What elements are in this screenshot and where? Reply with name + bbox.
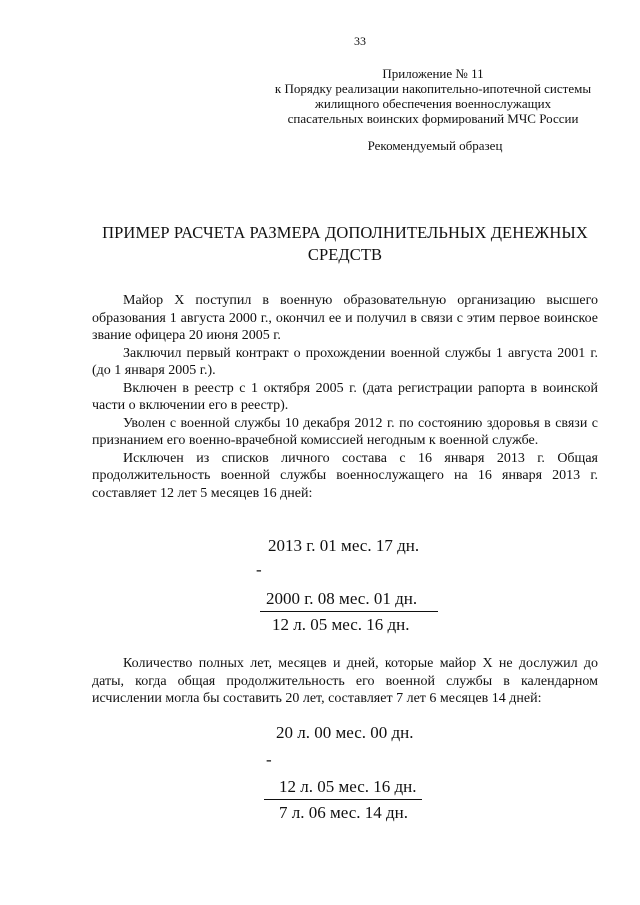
appendix-line: спасательных воинских формирований МЧС России (287, 111, 579, 126)
calc-minuend: 20 л. 00 мес. 00 дн. (276, 723, 414, 742)
calc-minus-sign: - (266, 750, 272, 769)
appendix-number: Приложение № 11 (382, 66, 484, 81)
calc-result: 12 л. 05 мес. 16 дн. (272, 615, 410, 634)
recommended-sample-label: Рекомендуемый образец (367, 138, 503, 153)
paragraph: Майор Х поступил в военную образовательную организацию высшего образования 1 августа 2000 г., окончил ее и получил в связи с этим первое воинское звание офицера 20 июня 2005 г. (92, 293, 598, 343)
calc-minuend: 2013 г. 01 мес. 17 дн. (268, 536, 420, 555)
paragraph: Количество полных лет, месяцев и дней, которые майор Х не дослужил до даты, когда общая продолжительность его военной службы в календарном исчислении могла бы составить 20 лет, составляет 7 лет 6 месяцев 14 дней: (92, 656, 598, 706)
appendix-line: к Порядку реализации накопительно-ипотечной системы (274, 81, 592, 96)
paragraph: Включен в реестр с 1 октября 2005 г. (дата регистрации рапорта в воинской части о включении его в реестр). (92, 380, 598, 413)
document-title: ПРИМЕР РАСЧЕТА РАЗМЕРА ДОПОЛНИТЕЛЬНЫХ ДЕНЕЖНЫХ СРЕДСТВ (102, 223, 588, 264)
calc-result: 7 л. 06 мес. 14 дн. (279, 803, 409, 822)
calc-subtrahend: 12 л. 05 мес. 16 дн. (279, 777, 417, 796)
page-number: 33 (354, 34, 366, 48)
body-text (92, 655, 598, 708)
body-text (92, 292, 598, 502)
paragraph: Заключил первый контракт о прохождении военной службы 1 августа 2001 г. (до 1 января 2005 г.). (92, 345, 598, 378)
calc-minus-sign: - (256, 560, 262, 579)
calc-underline (260, 611, 438, 612)
calc-subtrahend: 2000 г. 08 мес. 01 дн. (266, 589, 418, 608)
appendix-line: жилищного обеспечения военнослужащих (314, 96, 552, 111)
appendix-header (248, 66, 618, 126)
paragraph: Исключен из списков личного состава с 16 января 2013 г. Общая продолжительность военной службы военнослужащего на 16 января 2013 г. составляет 12 лет 5 месяцев 16 дней: (92, 450, 598, 501)
paragraph: Уволен с военной службы 10 декабря 2012 г. по состоянию здоровья в связи с признанием его военно-врачебной комиссией негодным к военной службе. (92, 415, 598, 448)
calc-underline (264, 799, 422, 800)
